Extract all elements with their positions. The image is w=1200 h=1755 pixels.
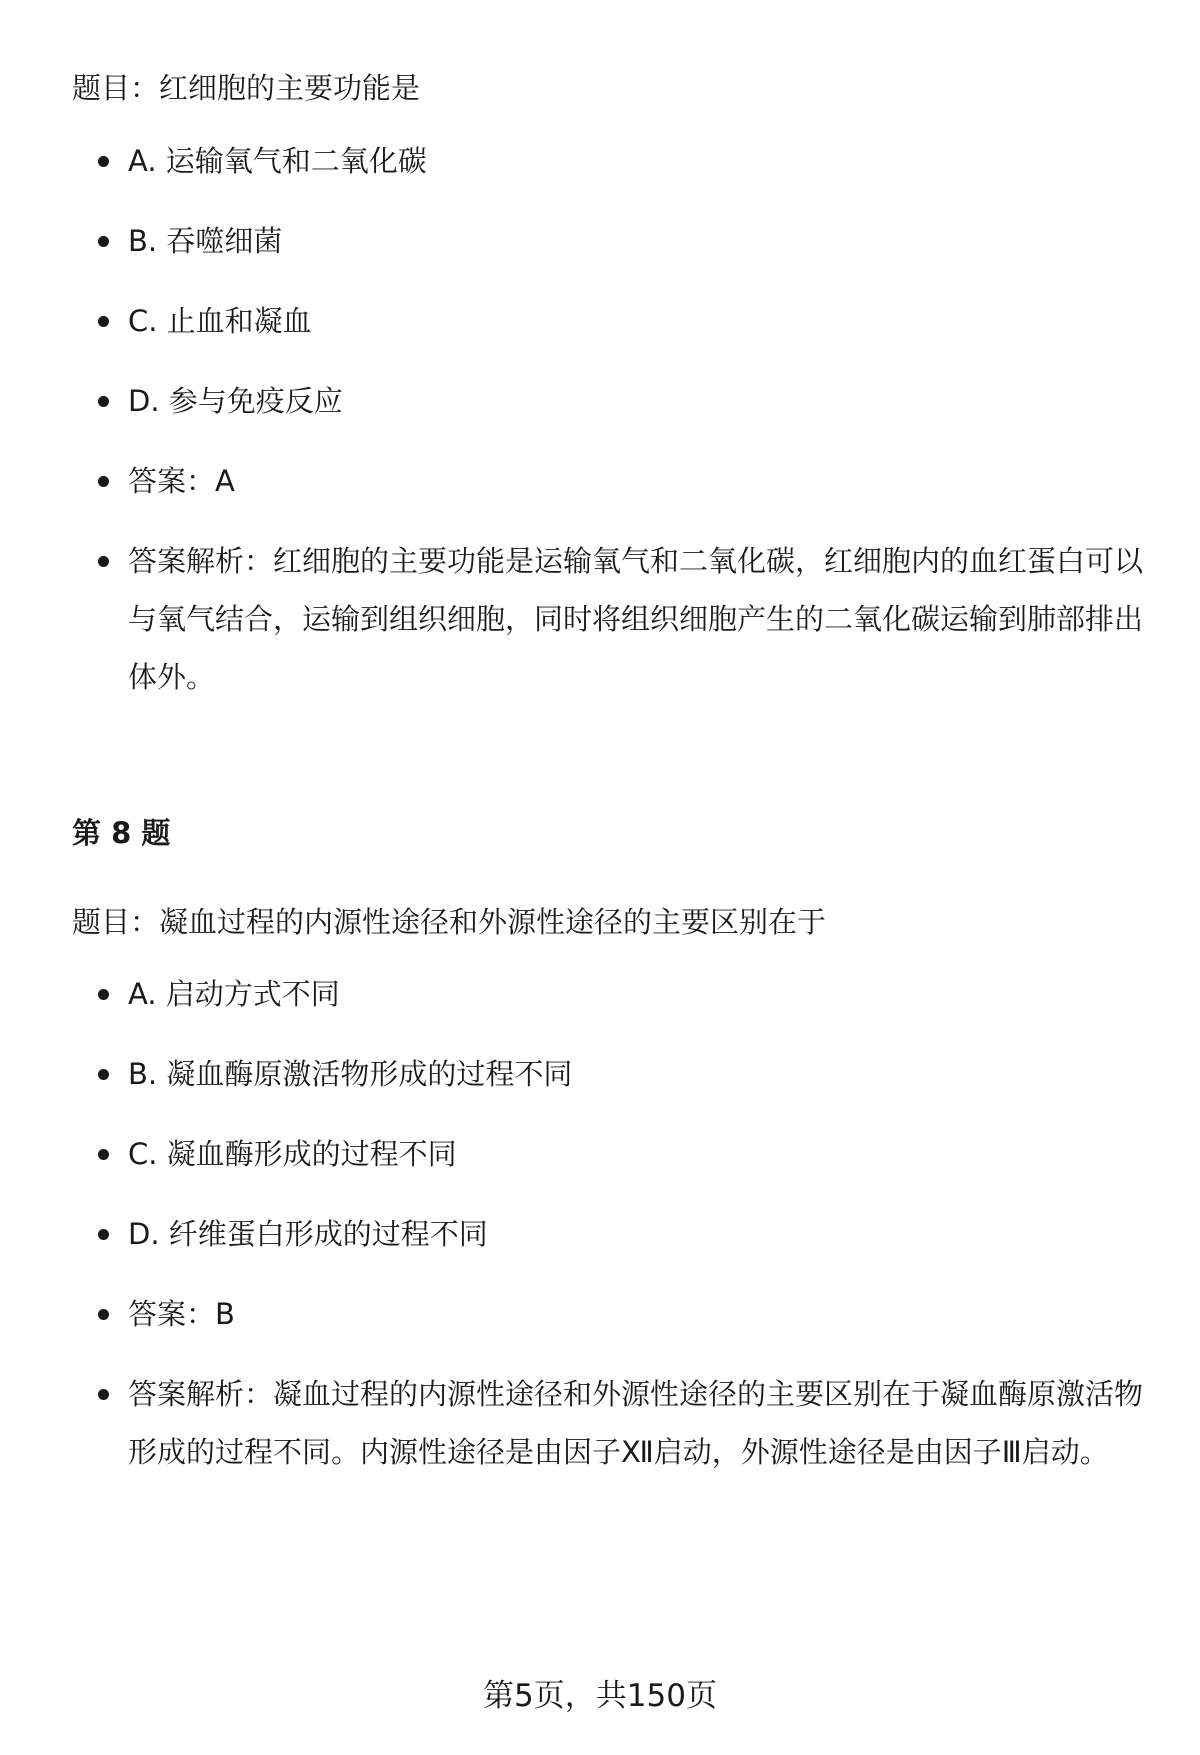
bullet-icon [98, 476, 109, 487]
bullet-icon [98, 156, 109, 167]
question-7-option-d: D. 参与免疫反应 [128, 372, 1148, 430]
question-8-stem: 题目：凝血过程的内源性途径和外源性途径的主要区别在于 [72, 905, 827, 939]
question-8-heading: 第 8 题 [72, 816, 171, 850]
bullet-icon [98, 236, 109, 247]
question-8-option-c: C. 凝血酶形成的过程不同 [128, 1125, 1148, 1183]
question-7-answer: 答案：A [128, 452, 1148, 510]
bullet-icon [98, 316, 109, 327]
question-7-option-a: A. 运输氧气和二氧化碳 [128, 132, 1148, 190]
question-8-analysis: 答案解析：凝血过程的内源性途径和外源性途径的主要区别在于凝血酶原激活物形成的过程不同。内源性途径是由因子Ⅻ启动，外源性途径是由因子Ⅲ启动。 [128, 1365, 1148, 1481]
question-7-analysis: 答案解析：红细胞的主要功能是运输氧气和二氧化碳，红细胞内的血红蛋白可以与氧气结合，运输到组织细胞，同时将组织细胞产生的二氧化碳运输到肺部排出体外。 [128, 532, 1148, 706]
bullet-icon [98, 556, 109, 567]
bullet-icon [98, 1069, 109, 1080]
question-8-option-a: A. 启动方式不同 [128, 965, 1148, 1023]
bullet-icon [98, 396, 109, 407]
question-8-answer: 答案：B [128, 1285, 1148, 1343]
question-8-option-d: D. 纤维蛋白形成的过程不同 [128, 1205, 1148, 1263]
bullet-icon [98, 1229, 109, 1240]
page-number: 第5页，共150页 [483, 1678, 717, 1714]
bullet-icon [98, 989, 109, 1000]
bullet-icon [98, 1309, 109, 1320]
question-7-option-b: B. 吞噬细菌 [128, 212, 1148, 270]
question-7-stem: 题目：红细胞的主要功能是 [72, 71, 421, 105]
question-7-option-c: C. 止血和凝血 [128, 292, 1148, 350]
bullet-icon [98, 1389, 109, 1400]
bullet-icon [98, 1149, 109, 1160]
question-8-option-b: B. 凝血酶原激活物形成的过程不同 [128, 1045, 1148, 1103]
